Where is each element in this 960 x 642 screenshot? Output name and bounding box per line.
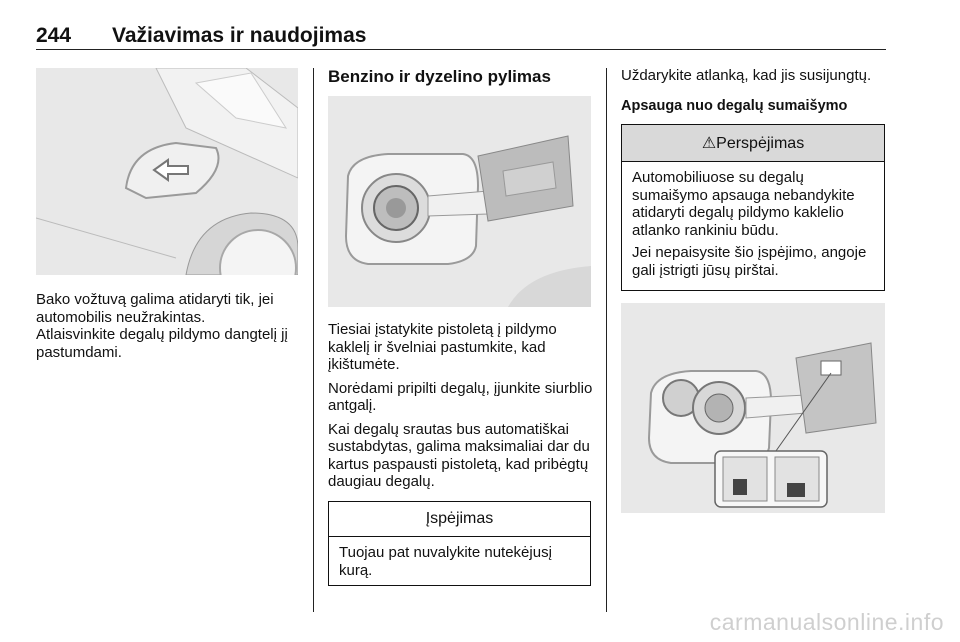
- paragraph: Atlaisvinkite degalų pildymo dangtelį jį pastumdami.: [36, 326, 288, 361]
- paragraph: Bako vožtuvą galima atidaryti tik, jei automobilis neužrakintas.: [36, 291, 274, 326]
- caution-body: Tuojau pat nuvalykite nutekėjusį kurą.: [339, 544, 552, 579]
- page-title: Važiavimas ir naudojimas: [112, 24, 367, 47]
- header-rule: [36, 49, 886, 50]
- misfuel-protection-illustration: [621, 303, 885, 513]
- warning-title: Perspėjimas: [716, 135, 805, 152]
- paragraph: Kai degalų srautas bus automatiškai sustabdytas, galima maksimaliai dar du kartus paspausti pistoletą, kad pribėgtų daugiau degalų.: [328, 420, 590, 490]
- footer-watermark: carmanualsonline.info: [709, 609, 944, 635]
- column1-text: [36, 291, 302, 367]
- column-divider: [606, 68, 607, 612]
- warning-body: [622, 162, 884, 290]
- paragraph: Uždarykite atlanką, kad jis susijungtų.: [621, 67, 872, 84]
- paragraph: Norėdami pripilti degalų, įjunkite siurblio antgalį.: [328, 379, 593, 414]
- warning-triangle-icon: ⚠: [701, 135, 717, 152]
- column2-text: [328, 321, 596, 497]
- warning-title-row: [622, 125, 884, 162]
- page-number: 244: [36, 24, 72, 47]
- section-heading: Benzino ir dyzelino pylimas: [328, 67, 551, 86]
- caution-title: Įspėjimas: [329, 502, 590, 537]
- paragraph: Automobiliuose su degalų sumaišymo apsauga nebandykite atidaryti degalų pildymo kaklelio atlanko rankiniu būdu.: [632, 169, 855, 239]
- column-divider: [313, 68, 314, 612]
- warning-box: [621, 124, 885, 291]
- paragraph: Jei nepaisysite šio įspėjimo, angoje gali įstrigti jūsų pirštai.: [632, 244, 867, 279]
- caution-box: [328, 501, 591, 586]
- subsection-heading: Apsauga nuo degalų sumaišymo: [621, 98, 848, 114]
- paragraph: Tiesiai įstatykite pistoletą į pildymo kaklelį ir švelniai pastumkite, kad įkištumėte.: [328, 321, 557, 373]
- fuel-door-illustration: [36, 68, 298, 275]
- refuelling-illustration: [328, 96, 591, 307]
- column3-intro: [621, 67, 889, 91]
